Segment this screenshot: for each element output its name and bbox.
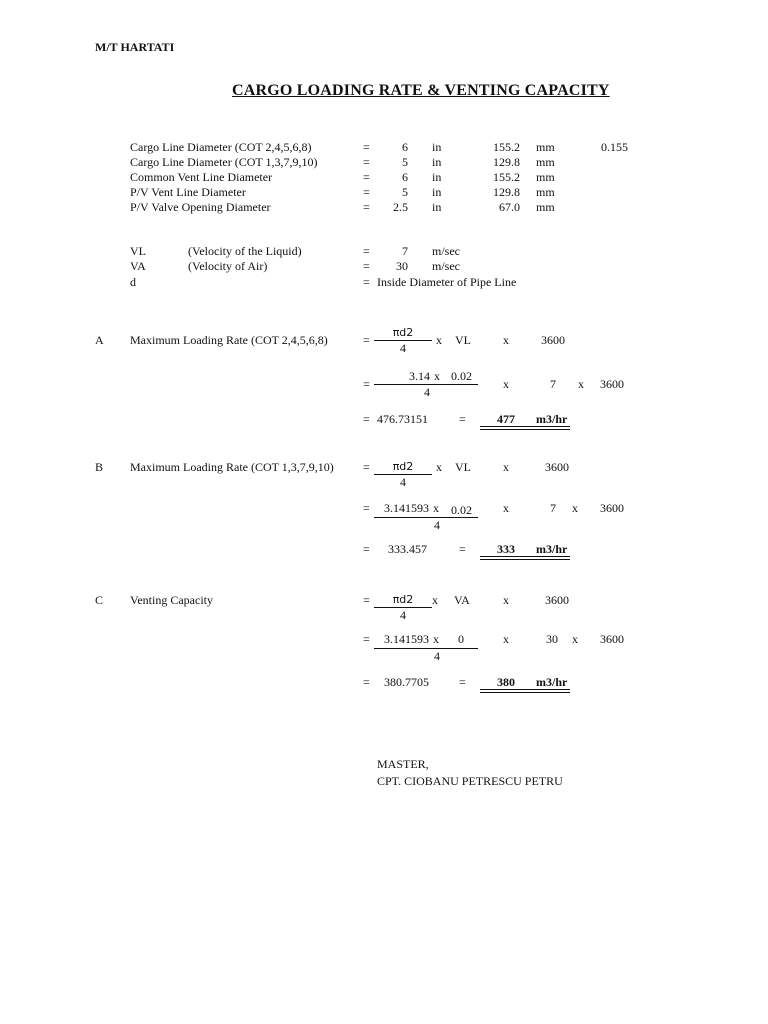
ship-name: M/T HARTATI bbox=[95, 40, 175, 54]
velocity-value: 30 bbox=[546, 632, 558, 646]
result-unit: m3/hr bbox=[536, 542, 568, 556]
inch-unit: in bbox=[432, 155, 442, 169]
equals-sign: = bbox=[363, 377, 370, 391]
equals-sign: = bbox=[363, 501, 370, 515]
velocity-symbol: VL bbox=[455, 460, 471, 474]
velocity-symbol: VL bbox=[455, 333, 471, 347]
inch-unit: in bbox=[432, 200, 442, 214]
double-underline bbox=[480, 426, 570, 430]
equals-sign: = bbox=[363, 460, 370, 474]
equals-sign: = bbox=[363, 632, 370, 646]
mm-value: 155.2 bbox=[493, 170, 520, 184]
multiply-sign: x bbox=[436, 333, 442, 347]
diameter-value: 0.02 bbox=[451, 503, 472, 517]
inch-value: 5 bbox=[402, 185, 408, 199]
equals-sign: = bbox=[363, 140, 370, 154]
pi-value: 3.141593 bbox=[384, 632, 429, 646]
multiply-sign: x bbox=[503, 632, 509, 646]
mm-unit: mm bbox=[536, 155, 555, 169]
equals-sign: = bbox=[459, 675, 466, 689]
substitution-denominator: 4 bbox=[434, 649, 440, 663]
multiply-sign: x bbox=[503, 460, 509, 474]
substitution-denominator: 4 bbox=[434, 518, 440, 532]
variable-symbol: VL bbox=[130, 244, 146, 258]
result-value: 333 bbox=[497, 542, 515, 556]
equals-sign: = bbox=[363, 185, 370, 199]
mm-unit: mm bbox=[536, 185, 555, 199]
diameter-value: 0.02 bbox=[451, 369, 472, 383]
double-underline bbox=[480, 556, 570, 560]
inch-unit: in bbox=[432, 170, 442, 184]
variable-symbol: VA bbox=[130, 259, 146, 273]
multiply-sign: x bbox=[434, 369, 440, 383]
multiply-sign: x bbox=[572, 632, 578, 646]
variable-value: 30 bbox=[396, 259, 408, 273]
equals-sign: = bbox=[363, 542, 370, 556]
raw-result: 476.73151 bbox=[377, 412, 428, 426]
raw-result: 380.7705 bbox=[384, 675, 429, 689]
result-unit: m3/hr bbox=[536, 412, 568, 426]
formula-numerator: πd2 bbox=[392, 326, 414, 339]
dimension-label: Common Vent Line Diameter bbox=[130, 170, 273, 184]
velocity-symbol: VA bbox=[454, 593, 470, 607]
dimension-label: P/V Vent Line Diameter bbox=[130, 185, 246, 199]
inch-value: 6 bbox=[402, 170, 408, 184]
mm-value: 155.2 bbox=[493, 140, 520, 154]
variable-unit: m/sec bbox=[432, 259, 460, 273]
substitution-denominator: 4 bbox=[424, 385, 430, 399]
dimension-label: Cargo Line Diameter (COT 1,3,7,9,10) bbox=[130, 155, 318, 169]
signatory-name: CPT. CIOBANU PETRESCU PETRU bbox=[377, 774, 563, 788]
equals-sign: = bbox=[363, 200, 370, 214]
equals-sign: = bbox=[363, 155, 370, 169]
result-value: 380 bbox=[497, 675, 515, 689]
double-underline bbox=[480, 689, 570, 693]
section-letter: C bbox=[95, 593, 104, 607]
section-letter: B bbox=[95, 460, 104, 474]
constant-value: 3600 bbox=[541, 333, 565, 347]
multiply-sign: x bbox=[433, 632, 439, 646]
section-label: Venting Capacity bbox=[130, 593, 213, 607]
multiply-sign: x bbox=[572, 501, 578, 515]
formula-denominator: 4 bbox=[400, 608, 406, 622]
extra-value: 0.155 bbox=[601, 140, 628, 154]
section-label: Maximum Loading Rate (COT 2,4,5,6,8) bbox=[130, 333, 328, 347]
constant-value: 3600 bbox=[545, 460, 569, 474]
equals-sign: = bbox=[363, 259, 370, 273]
variable-value: 7 bbox=[402, 244, 408, 258]
inch-value: 6 bbox=[402, 140, 408, 154]
section-label: Maximum Loading Rate (COT 1,3,7,9,10) bbox=[130, 460, 334, 474]
equals-sign: = bbox=[459, 542, 466, 556]
velocity-value: 7 bbox=[550, 377, 556, 391]
multiply-sign: x bbox=[578, 377, 584, 391]
multiply-sign: x bbox=[503, 501, 509, 515]
mm-value: 67.0 bbox=[499, 200, 520, 214]
multiply-sign: x bbox=[503, 377, 509, 391]
constant-value: 3600 bbox=[600, 377, 624, 391]
equals-sign: = bbox=[459, 412, 466, 426]
pi-value: 3.14 bbox=[409, 369, 430, 383]
pi-value: 3.141593 bbox=[384, 501, 429, 515]
diameter-value: 0 bbox=[458, 632, 464, 646]
inch-unit: in bbox=[432, 140, 442, 154]
variable-description: (Velocity of Air) bbox=[188, 259, 268, 273]
equals-sign: = bbox=[363, 333, 370, 347]
section-letter: A bbox=[95, 333, 104, 347]
inch-value: 2.5 bbox=[393, 200, 408, 214]
multiply-sign: x bbox=[503, 333, 509, 347]
formula-numerator: πd2 bbox=[392, 593, 414, 606]
signatory-role: MASTER, bbox=[377, 757, 429, 771]
multiply-sign: x bbox=[433, 501, 439, 515]
equals-sign: = bbox=[363, 412, 370, 426]
equals-sign: = bbox=[363, 275, 370, 289]
equals-sign: = bbox=[363, 675, 370, 689]
inch-value: 5 bbox=[402, 155, 408, 169]
multiply-sign: x bbox=[436, 460, 442, 474]
formula-denominator: 4 bbox=[400, 341, 406, 355]
variable-symbol: d bbox=[130, 275, 136, 289]
mm-unit: mm bbox=[536, 140, 555, 154]
constant-value: 3600 bbox=[600, 632, 624, 646]
multiply-sign: x bbox=[432, 593, 438, 607]
multiply-sign: x bbox=[503, 593, 509, 607]
equals-sign: = bbox=[363, 593, 370, 607]
dimension-label: Cargo Line Diameter (COT 2,4,5,6,8) bbox=[130, 140, 312, 154]
mm-value: 129.8 bbox=[493, 185, 520, 199]
variable-description: (Velocity of the Liquid) bbox=[188, 244, 302, 258]
constant-value: 3600 bbox=[545, 593, 569, 607]
inch-unit: in bbox=[432, 185, 442, 199]
result-value: 477 bbox=[497, 412, 515, 426]
constant-value: 3600 bbox=[600, 501, 624, 515]
variable-definition: Inside Diameter of Pipe Line bbox=[377, 275, 517, 289]
variable-unit: m/sec bbox=[432, 244, 460, 258]
page-title: CARGO LOADING RATE & VENTING CAPACITY bbox=[232, 82, 610, 99]
mm-value: 129.8 bbox=[493, 155, 520, 169]
formula-denominator: 4 bbox=[400, 475, 406, 489]
velocity-value: 7 bbox=[550, 501, 556, 515]
equals-sign: = bbox=[363, 170, 370, 184]
equals-sign: = bbox=[363, 244, 370, 258]
result-unit: m3/hr bbox=[536, 675, 568, 689]
mm-unit: mm bbox=[536, 170, 555, 184]
raw-result: 333.457 bbox=[388, 542, 427, 556]
mm-unit: mm bbox=[536, 200, 555, 214]
dimension-label: P/V Valve Opening Diameter bbox=[130, 200, 271, 214]
formula-numerator: πd2 bbox=[392, 460, 414, 473]
